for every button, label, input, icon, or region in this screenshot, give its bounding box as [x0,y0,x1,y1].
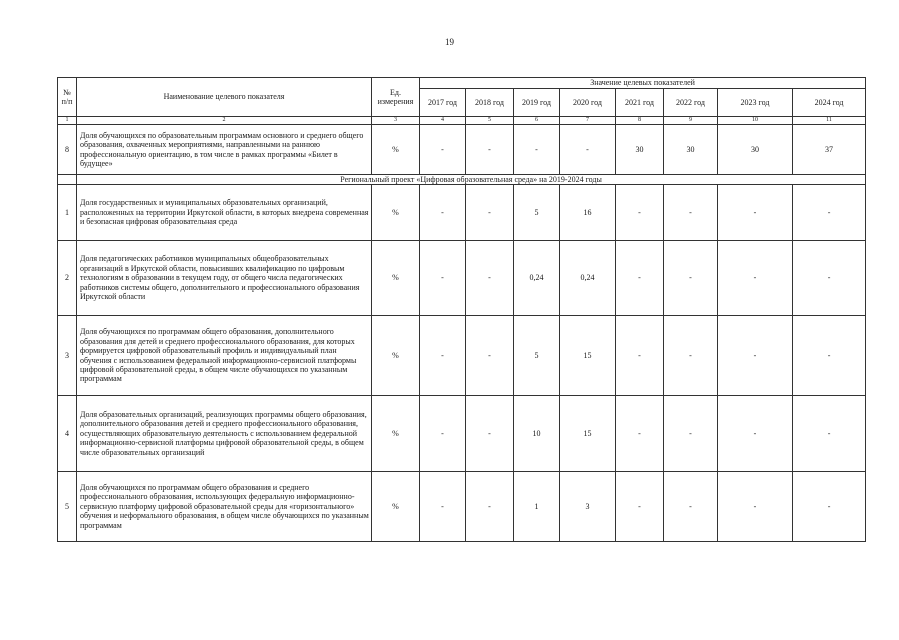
row-number: 2 [58,241,77,316]
indicator-unit: % [372,241,420,316]
value-2017: - [420,125,466,175]
indicator-unit: % [372,472,420,542]
column-index: 9 [664,117,718,125]
table-row [58,241,866,316]
indicator-name: Доля обучающихся по образовательным программам основного и среднего общего образования, охваченных мероприятиями, направленными на раннюю профессиональную ориентацию, в том числе в рамках программы «Билет в будущее» [77,125,372,175]
column-index: 5 [466,117,514,125]
column-index: 1 [58,117,77,125]
value-2024: - [793,241,866,316]
value-2019: 0,24 [514,241,560,316]
indicator-name: Доля педагогических работников муниципальных общеобразовательных организаций в Иркутской области, повысивших квалификацию по цифровым технологиям в образовании в текущем году, от общего числа педагогических работников системы общего, дополнительного и профессионального образования Иркутской области [77,241,372,316]
header-row [58,78,866,89]
section-title: Региональный проект «Цифровая образовательная среда» на 2019-2024 годы [77,175,866,185]
indicator-unit: % [372,185,420,241]
value-2017: - [420,472,466,542]
value-2021: - [616,472,664,542]
table-row [58,185,866,241]
header-year: 2017 год [420,89,466,117]
value-2022: - [664,316,718,396]
value-2017: - [420,396,466,472]
value-2020: 15 [560,396,616,472]
column-index: 8 [616,117,664,125]
header-unit: Ед. измерения [372,78,420,117]
header-year: 2023 год [718,89,793,117]
value-2018: - [466,185,514,241]
value-2023: - [718,472,793,542]
value-2018: - [466,316,514,396]
indicator-name: Доля обучающихся по программам общего образования, дополнительного образования для детей и среднего профессионального образования, для которых формируется цифровой образовательный профиль и индивидуальный план обучения с использованием федеральной информационно-сервисной платформы цифровой образовательной среды, в общем числе обучающихся по указанным программам [77,316,372,396]
value-2021: - [616,241,664,316]
header-values-group: Значение целевых показателей [420,78,866,89]
value-2019: 1 [514,472,560,542]
column-index: 3 [372,117,420,125]
column-index: 11 [793,117,866,125]
header-name: Наименование целевого показателя [77,78,372,117]
header-year: 2019 год [514,89,560,117]
value-2018: - [466,396,514,472]
value-2024: - [793,472,866,542]
value-2019: - [514,125,560,175]
table-row [58,125,866,175]
section-spacer [58,175,77,185]
indicator-name: Доля образовательных организаций, реализующих программы общего образования, дополнительного образования детей и среднего профессионального образования, осуществляющих образовательную деятельность с использованием федеральной информационно-сервисной платформы цифровой образовательной среды, в общем числе образовательных организаций [77,396,372,472]
value-2018: - [466,125,514,175]
row-number: 4 [58,396,77,472]
value-2024: - [793,396,866,472]
header-year: 2018 год [466,89,514,117]
indicator-name: Доля государственных и муниципальных образовательных организаций, расположенных на территории Иркутской области, в которых внедрена современная и безопасная цифровая образовательная среда [77,185,372,241]
header-year: 2021 год [616,89,664,117]
value-2019: 5 [514,316,560,396]
table-row [58,396,866,472]
table-row [58,472,866,542]
value-2023: - [718,316,793,396]
indicator-unit: % [372,396,420,472]
value-2022: - [664,241,718,316]
row-number: 1 [58,185,77,241]
value-2021: - [616,396,664,472]
value-2021: - [616,185,664,241]
value-2017: - [420,185,466,241]
column-index: 2 [77,117,372,125]
value-2020: 16 [560,185,616,241]
value-2019: 10 [514,396,560,472]
value-2018: - [466,241,514,316]
value-2021: - [616,316,664,396]
value-2023: - [718,396,793,472]
value-2022: 30 [664,125,718,175]
value-2022: - [664,185,718,241]
header-no: № п/п [58,78,77,117]
column-index: 10 [718,117,793,125]
row-number: 5 [58,472,77,542]
header-year: 2022 год [664,89,718,117]
value-2020: - [560,125,616,175]
value-2023: - [718,241,793,316]
value-2022: - [664,472,718,542]
value-2024: - [793,316,866,396]
header-year: 2020 год [560,89,616,117]
value-2022: - [664,396,718,472]
value-2017: - [420,241,466,316]
value-2021: 30 [616,125,664,175]
row-number: 8 [58,125,77,175]
value-2024: - [793,185,866,241]
indicator-unit: % [372,125,420,175]
indicator-unit: % [372,316,420,396]
page-number: 19 [445,37,454,47]
value-2020: 15 [560,316,616,396]
value-2024: 37 [793,125,866,175]
section-row [58,175,866,185]
indicators-table [57,77,866,542]
value-2023: 30 [718,125,793,175]
table-row [58,316,866,396]
value-2019: 5 [514,185,560,241]
value-2020: 0,24 [560,241,616,316]
indicator-name: Доля обучающихся по программам общего образования и среднего профессионального образования, использующих федеральную информационно-сервисную платформу цифровой образовательной среды для «горизонтального» обучения и неформального образования, в общем числе обучающихся по указанным программам [77,472,372,542]
column-index: 6 [514,117,560,125]
value-2017: - [420,316,466,396]
value-2023: - [718,185,793,241]
header-year: 2024 год [793,89,866,117]
value-2018: - [466,472,514,542]
column-index: 7 [560,117,616,125]
column-index-row [58,117,866,125]
value-2020: 3 [560,472,616,542]
row-number: 3 [58,316,77,396]
column-index: 4 [420,117,466,125]
